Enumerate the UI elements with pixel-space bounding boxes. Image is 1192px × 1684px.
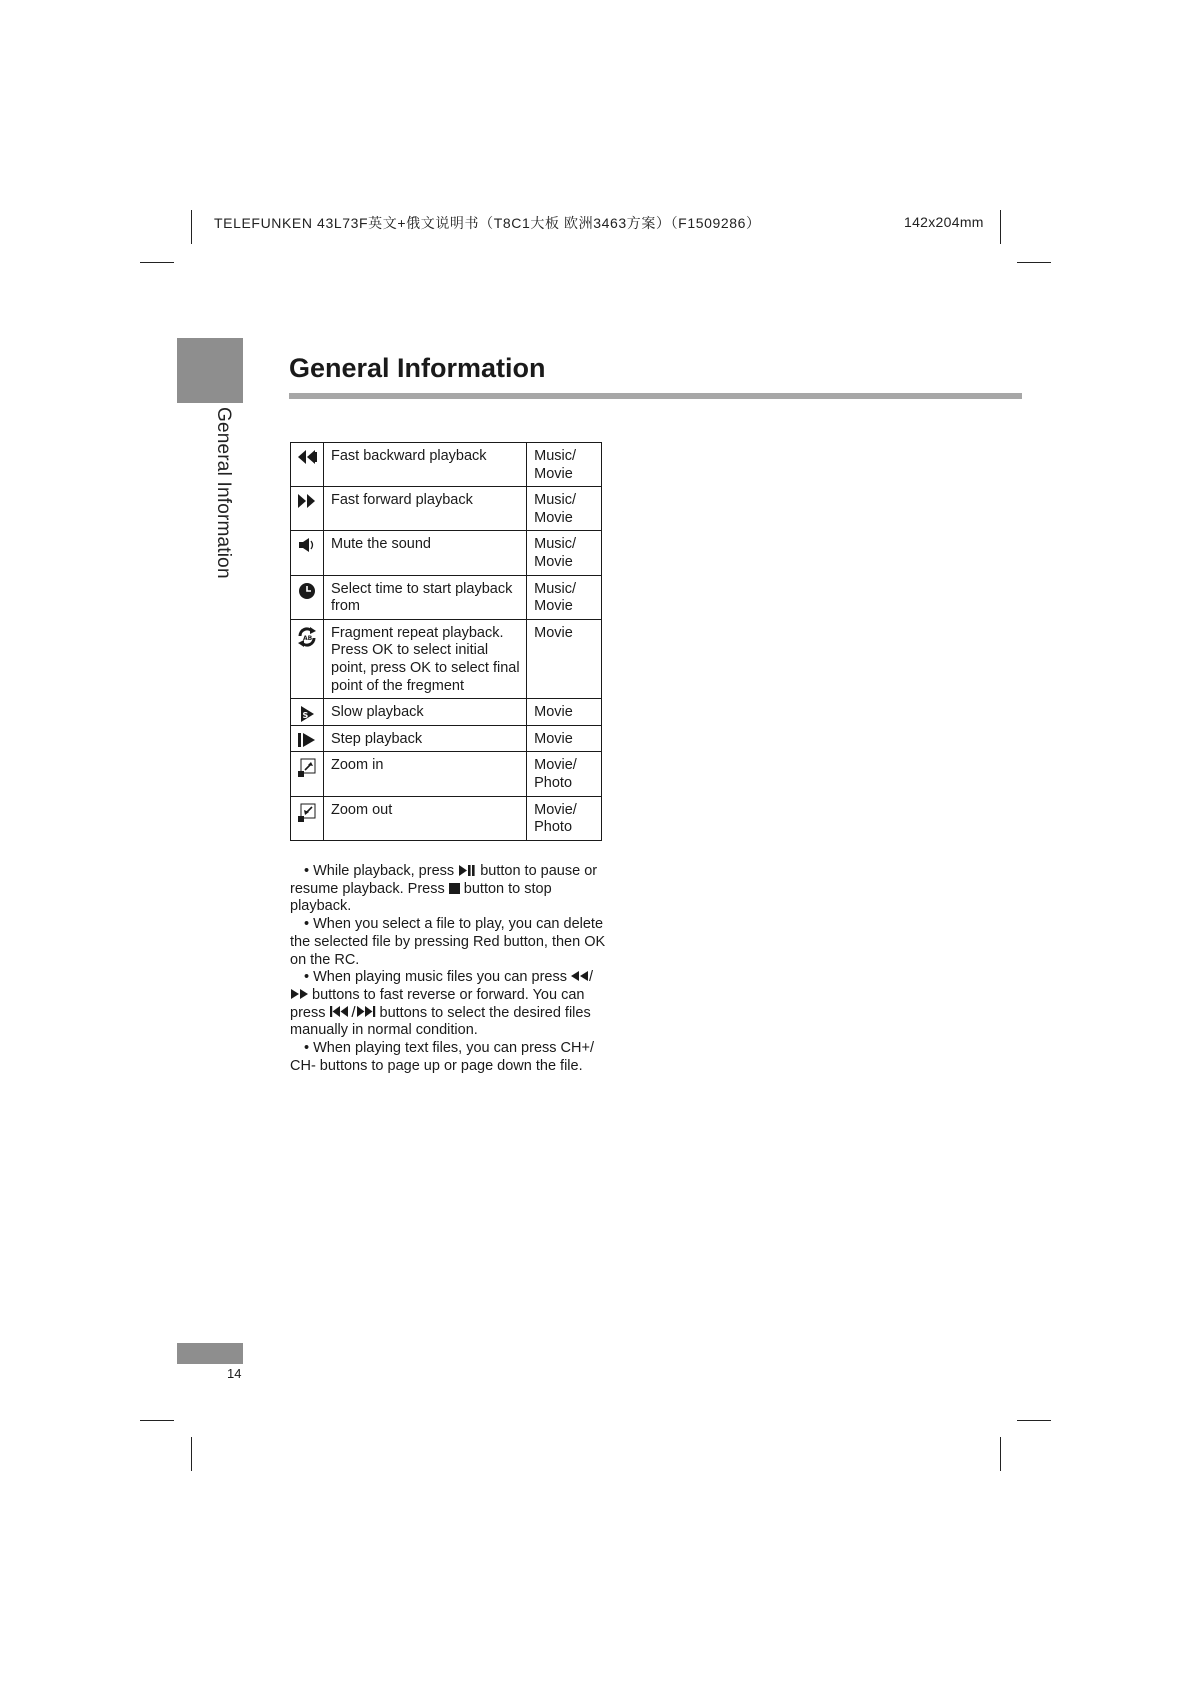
fast-forward-icon: [290, 987, 308, 1003]
table-row: [291, 752, 602, 796]
crop-mark-bottom-left-h: [140, 1420, 174, 1421]
note-paragraph: • When playing music files you can press / buttons to fast reverse or forward. You can press buttons to select the desired files manually in normal condition.: [290, 969, 594, 1039]
table-cell-mode: Movie/ Photo: [527, 752, 602, 796]
mute-icon: [296, 537, 318, 553]
title-rule: [289, 393, 1022, 399]
crop-mark-bottom-right: [1000, 1437, 1001, 1471]
crop-mark-bottom-left: [191, 1437, 192, 1471]
zoom-in-icon: [296, 758, 318, 778]
crop-mark-top-right-h: [1017, 262, 1051, 263]
table-cell-mode: Movie/ Photo: [527, 796, 602, 840]
fast-forward-icon: [296, 493, 318, 509]
table-cell-description: Fragment repeat playback. Press OK to select initial point, press OK to select final point of the fregment: [324, 619, 527, 698]
table-row: [291, 443, 602, 487]
table-cell-description: Mute the sound: [324, 531, 527, 575]
table-cell-mode: Music/ Movie: [527, 487, 602, 531]
table-row: [291, 619, 602, 698]
table-cell-mode: Movie: [527, 725, 602, 752]
note-paragraph: • When you select a file to play, you can delete the selected file by pressing Red button, then OK on the RC.: [290, 916, 606, 968]
crop-mark-top-left: [191, 210, 192, 244]
table-row: [291, 487, 602, 531]
table-cell-mode: Music/ Movie: [527, 443, 602, 487]
page-tab: [177, 1343, 243, 1364]
table-cell-description: Fast backward playback: [324, 443, 527, 487]
svg-text:AB: AB: [303, 634, 313, 642]
play-pause-icon: [458, 863, 476, 879]
side-section-label: General Information: [213, 407, 234, 579]
page-number: 14: [227, 1366, 242, 1381]
table-cell-mode: Music/ Movie: [527, 531, 602, 575]
table-row: [291, 725, 602, 752]
stop-icon: [449, 881, 460, 897]
note-paragraph: • When playing text files, you can press CH+/ CH- buttons to page up or page down the file.: [290, 1040, 594, 1074]
function-table: [290, 442, 602, 841]
fast-backward-icon: [296, 449, 318, 465]
previous-next-icon: [330, 1005, 376, 1021]
page-title: General Information: [289, 353, 546, 383]
table-cell-description: Fast forward playback: [324, 487, 527, 531]
table-cell-description: Slow playback: [324, 699, 527, 726]
crop-mark-top-left-h: [140, 262, 174, 263]
rewind-icon: [571, 969, 589, 985]
ab-repeat-icon: [296, 626, 318, 648]
note-paragraph: • While playback, press button to pause or resume playback. Press button to stop playback.: [290, 863, 598, 915]
crop-mark-top-right: [1000, 210, 1001, 244]
usage-notes: [290, 863, 610, 1075]
table-row: [291, 531, 602, 575]
table-row: [291, 699, 602, 726]
side-tab: [177, 338, 243, 403]
zoom-out-icon: [296, 803, 318, 823]
table-row: [291, 796, 602, 840]
table-cell-mode: Music/ Movie: [527, 575, 602, 619]
print-info: TELEFUNKEN 43L73F英文+俄文说明书（T8C1大板 欧洲3463方案）（F1509286）: [214, 215, 761, 231]
table-cell-description: Zoom in: [324, 752, 527, 796]
table-row: [291, 575, 602, 619]
page-size: 142x204mm: [904, 214, 984, 230]
table-cell-mode: Movie: [527, 619, 602, 698]
slow-playback-icon: [296, 705, 318, 723]
clock-icon: [296, 582, 318, 600]
table-cell-mode: Movie: [527, 699, 602, 726]
crop-mark-bottom-right-h: [1017, 1420, 1051, 1421]
table-cell-description: Zoom out: [324, 796, 527, 840]
step-playback-icon: [296, 732, 318, 748]
svg-text:S: S: [302, 711, 309, 721]
table-cell-description: Select time to start playback from: [324, 575, 527, 619]
table-cell-description: Step playback: [324, 725, 527, 752]
